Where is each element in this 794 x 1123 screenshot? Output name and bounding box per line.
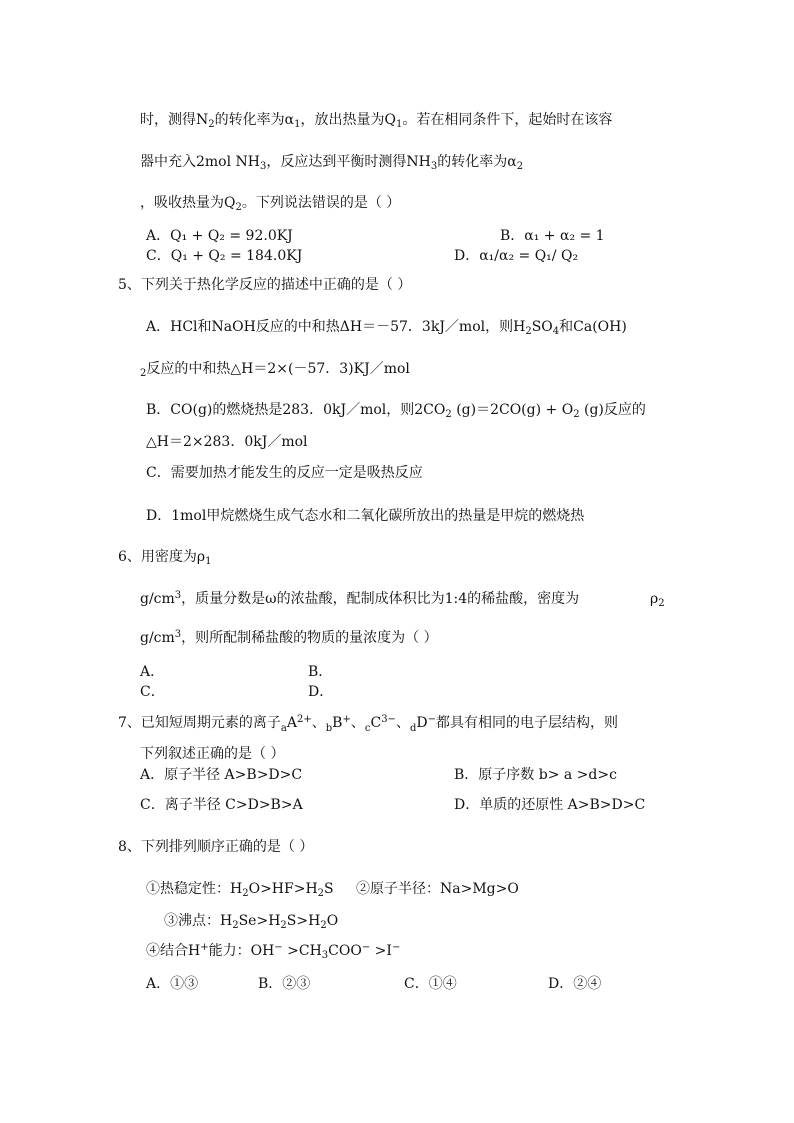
q7-option-d: D．单质的还原性 A>B>D>C — [454, 797, 646, 813]
q7-option-b: B．原子序数 b> a >d>c — [454, 767, 617, 783]
q5-option-d: D．1mol甲烷燃烧生成气态水和二氧化碳所放出的热量是甲烷的燃烧热 — [146, 508, 585, 524]
q4-text-line-3: ，吸收热量为$Q_2$。下列说法错误的是（ ） — [140, 195, 401, 213]
q6-stem-line-2: $g/cm^3$，质量分数是ω的浓盐酸，配制成体积比为1:4的稀盐酸，密度为 — [140, 590, 580, 607]
q4-text-line-2: 器中充入2mol $NH_3$，反应达到平衡时测得$NH_3$的转化率为$\alpha_2$ — [140, 154, 524, 172]
q7-stem-line-1: 7、已知短周期元素的离子$_aA^{2+}$、$_b$B+、$_cC^{3-}$、$_d$D−都具有相同的电子层结构，则 — [118, 714, 618, 734]
q8-option-b: B．②③ — [258, 976, 311, 992]
q5-option-a-line-2: $_2$反应的中和热△H＝2×(－57．3)KJ／mol — [140, 361, 410, 379]
q8-stem: 8、下列排列顺序正确的是（ ） — [118, 839, 314, 855]
q5-option-c: C．需要加热才能发生的反应一定是吸热反应 — [146, 465, 423, 481]
q8-item-4: ④结合H+能力：$OH^- >CH_3COO^- >I^-$ — [146, 942, 401, 961]
q6-stem-line-1: 6、用密度为$\rho_1$ — [118, 549, 212, 567]
q6-density-rho2: $\rho_2$ — [650, 591, 665, 609]
q6-option-a: A． — [140, 664, 165, 680]
q6-option-c: C． — [140, 684, 165, 700]
q4-option-d: D．α₁/α₂ = Q₁/ Q₂ — [454, 248, 579, 264]
q4-option-a: A．Q₁ + Q₂ = 92.0KJ — [146, 228, 293, 244]
q6-option-d: D． — [308, 684, 334, 700]
q4-option-c: C．Q₁ + Q₂ = 184.0KJ — [146, 248, 303, 264]
q8-item-2: ②原子半径：Na>Mg>O — [356, 881, 519, 897]
q7-option-c: C．离子半径 C>D>B>A — [140, 797, 303, 813]
q5-option-b-line-1: B．CO(g)的燃烧热是283．0kJ／mol，则$2CO_2$ $(g)=2CO(g) + O_2$ (g)反应的 — [146, 402, 646, 420]
q5-option-a-line-1: A．HCl和NaOH反应的中和热ΔH＝－57．3kJ／mol，则$H_2SO_4$和Ca(OH) — [146, 319, 627, 337]
q8-option-c: C．①④ — [404, 976, 457, 992]
q8-option-d: D．②④ — [548, 976, 602, 992]
q7-option-a: A．原子半径 A>B>D>C — [140, 767, 303, 783]
q8-item-3: ③沸点：$H_2Se>H_2S>H_2O$ — [164, 913, 339, 931]
q6-stem-line-3: $g/cm^3$，则所配制稀盐酸的物质的量浓度为（ ） — [140, 629, 438, 646]
q4-text-line-1: 时，测得$N_2$的转化率为$\alpha_1$，放出热量为$Q_1$。若在相同条件下，起始时在该容 — [140, 112, 613, 130]
q4-option-b: B．α₁ + α₂ = 1 — [500, 228, 605, 244]
q5-option-b-line-2: △H＝2×283．0kJ／mol — [146, 434, 308, 450]
q8-item-1: ①热稳定性：$H_2O>HF>H_2S$ — [146, 881, 334, 899]
q7-stem-line-2: 下列叙述正确的是（ ） — [140, 746, 285, 762]
q6-option-b: B． — [308, 664, 333, 680]
q5-stem: 5、下列关于热化学反应的描述中正确的是（ ） — [118, 277, 412, 293]
q8-option-a: A．①③ — [146, 976, 199, 992]
